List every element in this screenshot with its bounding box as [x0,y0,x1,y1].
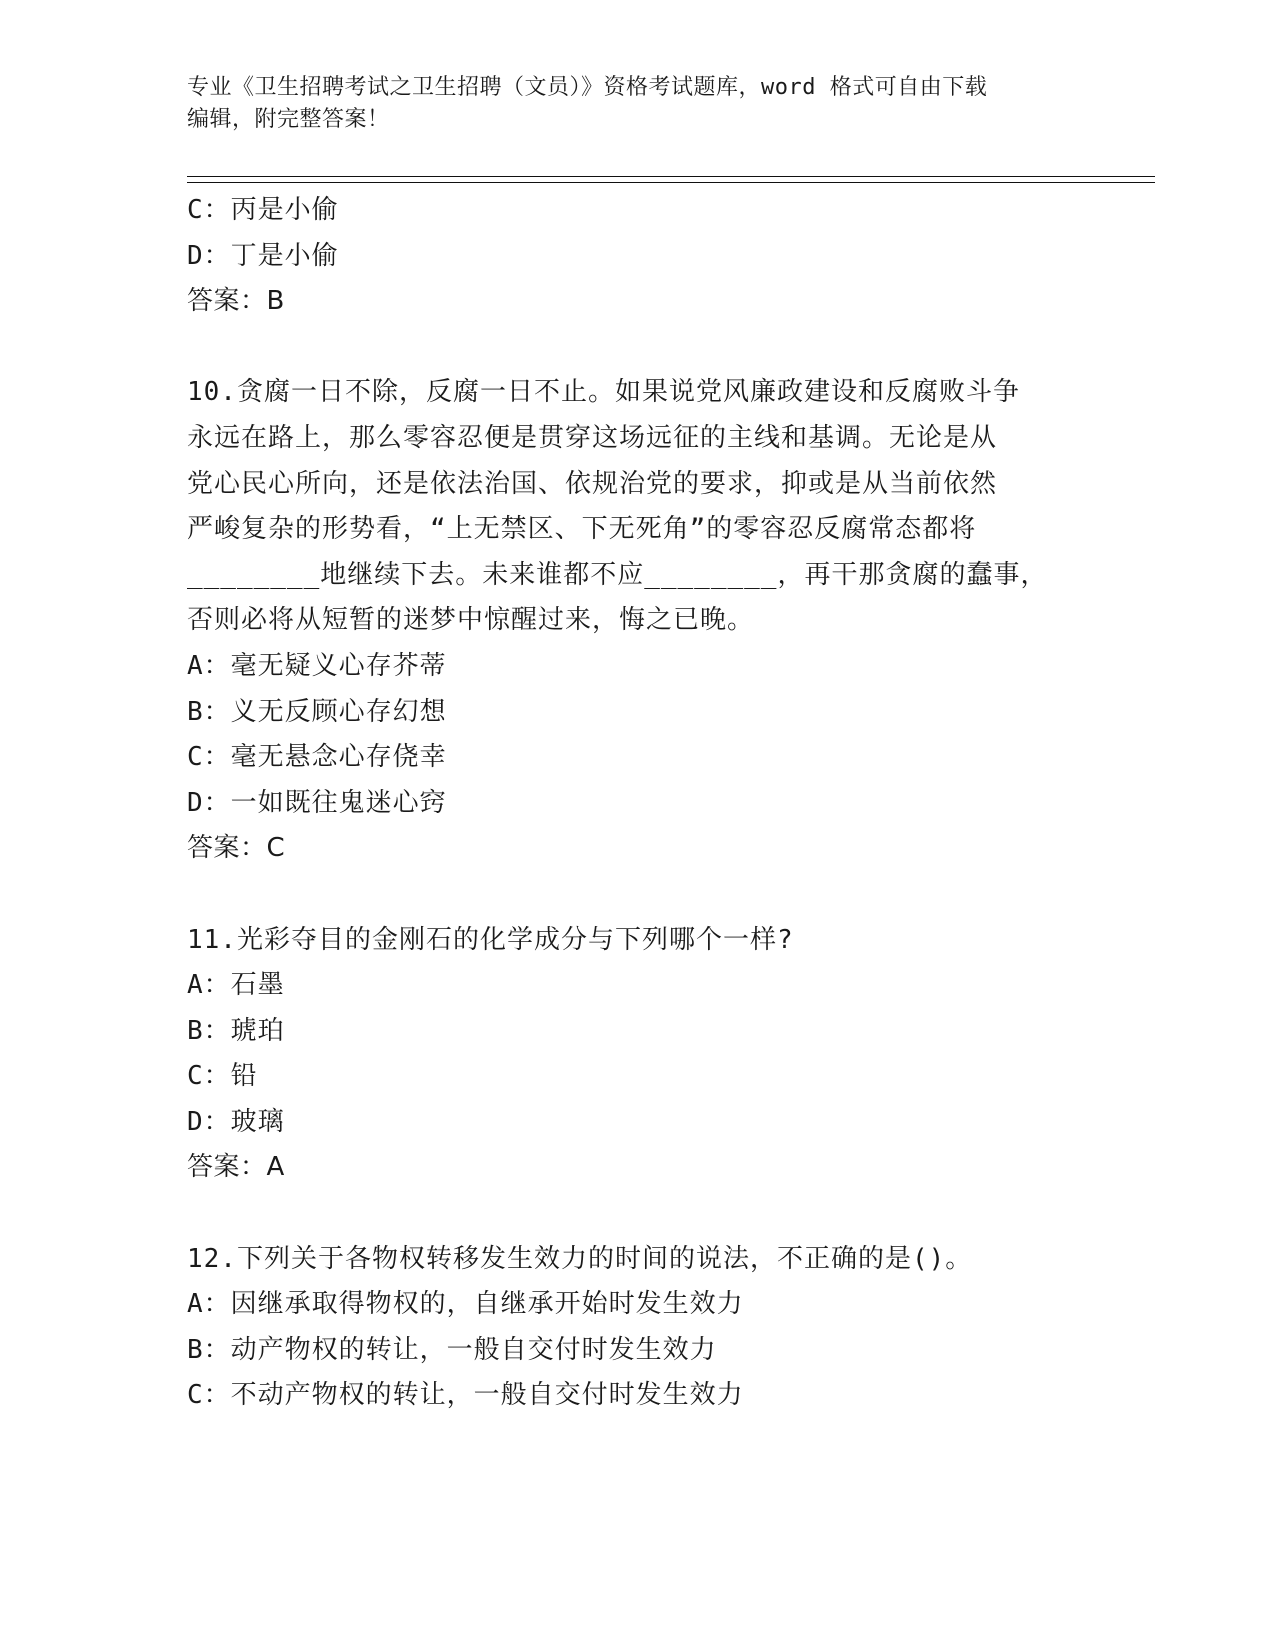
answer-line: 答案：A [187,1152,285,1183]
option-a: A：石墨 [187,970,285,1001]
question-12 [187,1237,1087,1419]
question-stem: 12.下列关于各物权转移发生效力的时间的说法，不正确的是()。 [187,1243,973,1274]
question-stem-line: 严峻复杂的形势看，“上无禁区、下无死角”的零容忍反腐常态都将 [187,514,977,545]
header-rule-bottom [187,182,1155,183]
question-content [187,188,1087,1419]
option-a: A：毫无疑义心存芥蒂 [187,650,447,681]
option-b: B：义无反顾心存幻想 [187,696,447,727]
question-11 [187,918,1087,1192]
option-d: D：一如既往鬼迷心窍 [187,787,447,818]
question-stem-line: ________地继续下去。未来谁都不应________，再干那贪腐的蠢事， [187,559,1048,590]
header-rule-top [187,176,1155,177]
option-c: C：丙是小偷 [187,195,339,225]
header-line-2: 编辑，附完整答案！ [187,107,390,132]
header-line-1: 专业《卫生招聘考试之卫生招聘（文员）》资格考试题库，word 格式可自由下载 [187,75,988,100]
question-9-tail [187,188,1087,325]
option-d: D：玻璃 [187,1106,285,1137]
option-b: B：动产物权的转让，一般自交付时发生效力 [187,1334,717,1365]
question-stem-line: 永远在路上，那么零容忍便是贯穿这场远征的主线和基调。无论是从 [187,422,998,453]
option-b: B：琥珀 [187,1015,285,1046]
spacer [187,872,1087,918]
answer-line: 答案：C [187,833,286,864]
page-header [187,72,1067,136]
option-c: C：铅 [187,1061,258,1092]
question-stem-line: 10.贪腐一日不除，反腐一日不止。如果说党风廉政建设和反腐败斗争 [187,377,1020,408]
question-stem-line: 党心民心所向，还是依法治国、依规治党的要求，抑或是从当前依然 [187,468,998,499]
option-d: D：丁是小偷 [187,240,339,271]
option-a: A：因继承取得物权的，自继承开始时发生效力 [187,1289,744,1320]
spacer [187,1191,1087,1237]
spacer [187,325,1087,371]
question-10 [187,370,1087,872]
question-stem: 11.光彩夺目的金刚石的化学成分与下列哪个一样? [187,924,794,955]
option-c: C：不动产物权的转让，一般自交付时发生效力 [187,1380,744,1411]
option-c: C：毫无悬念心存侥幸 [187,742,447,773]
question-stem-line: 否则必将从短暂的迷梦中惊醒过来，悔之已晚。 [187,605,755,636]
answer-line: 答案：B [187,286,285,317]
